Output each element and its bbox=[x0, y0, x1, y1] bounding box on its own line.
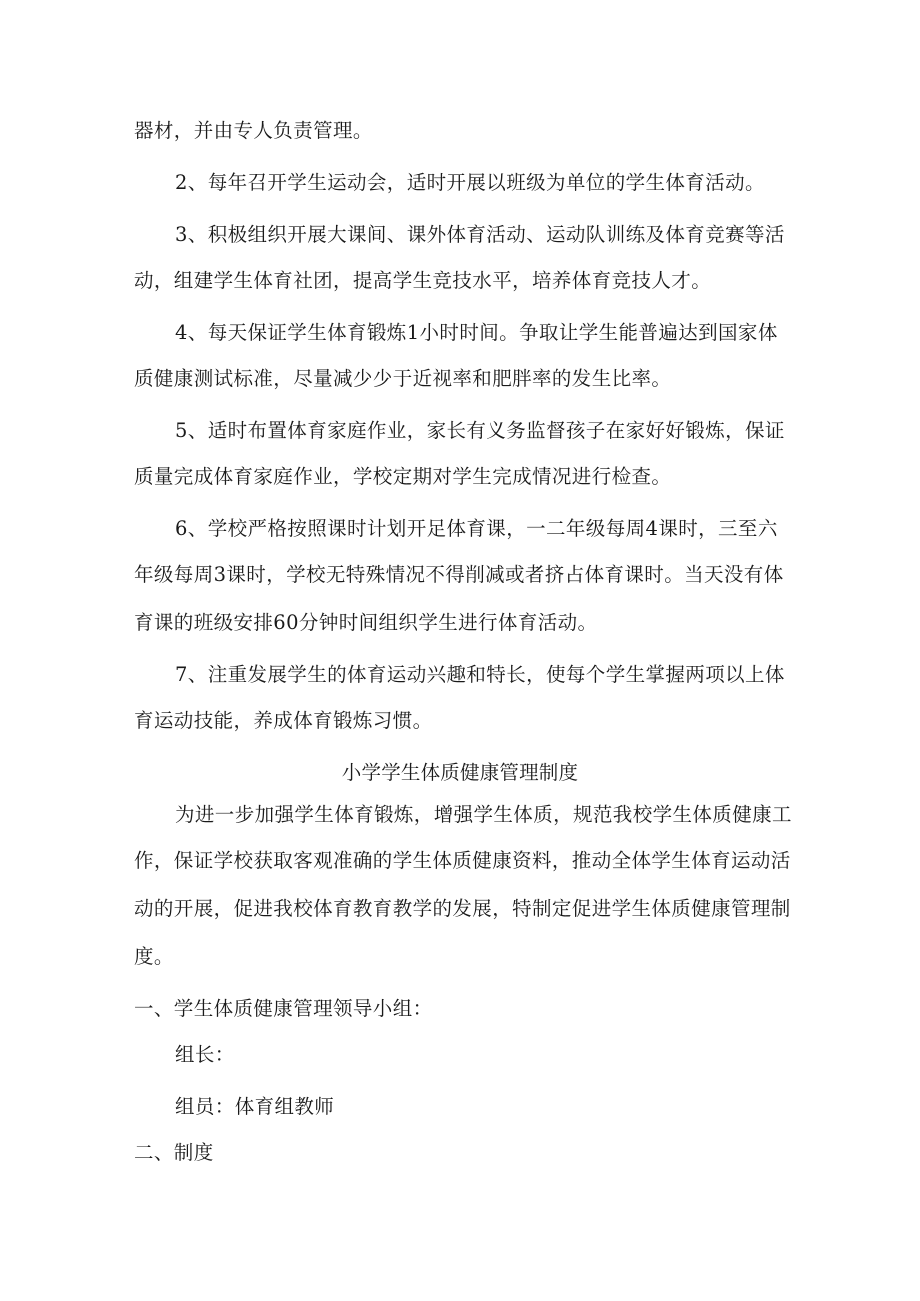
paragraph-line: 为进一步加强学生体育锻炼，增强学生体质，规范我校学生体质健康工 bbox=[175, 803, 792, 826]
heading-line: 二、制度 bbox=[134, 1141, 214, 1164]
list-item: 组员：体育组教师 bbox=[175, 1095, 335, 1118]
paragraph-line: 度。 bbox=[134, 945, 174, 968]
section-title: 小学学生体质健康管理制度 bbox=[341, 761, 579, 784]
paragraph-line: 6、学校严格按照课时计划开足体育课，一二年级每周4课时，三至六 bbox=[175, 517, 778, 540]
paragraph-line: 作，保证学校获取客观准确的学生体质健康资料，推动全体学生体育运动活 bbox=[134, 849, 791, 872]
paragraph-line: 5、适时布置体育家庭作业，家长有义务监督孩子在家好好锻炼，保证 bbox=[175, 419, 785, 442]
paragraph-line: 年级每周3课时，学校无特殊情况不得削减或者挤占体育课时。当天没有体 bbox=[134, 563, 784, 586]
list-item: 组长： bbox=[175, 1043, 235, 1066]
paragraph-line: 3、积极组织开展大课间、课外体育活动、运动队训练及体育竞赛等活 bbox=[175, 223, 785, 246]
paragraph-line: 质量完成体育家庭作业，学校定期对学生完成情况进行检查。 bbox=[134, 465, 672, 488]
paragraph-line: 7、注重发展学生的体育运动兴趣和特长，使每个学生掌握两项以上体 bbox=[175, 663, 785, 686]
paragraph-line: 育运动技能，养成体育锻炼习惯。 bbox=[134, 709, 433, 732]
paragraph-line: 动的开展，促进我校体育教育教学的发展，特制定促进学生体质健康管理制 bbox=[134, 897, 791, 920]
paragraph-line: 2、每年召开学生运动会，适时开展以班级为单位的学生体育活动。 bbox=[175, 171, 765, 194]
paragraph-line: 育课的班级安排60分钟时间组织学生进行体育活动。 bbox=[134, 611, 598, 634]
paragraph-line: 动，组建学生体育社团，提高学生竞技水平，培养体育竞技人才。 bbox=[134, 269, 712, 292]
paragraph-line: 质健康测试标准，尽量减少少于近视率和肥胖率的发生比率。 bbox=[134, 367, 672, 390]
paragraph-line: 器材，并由专人负责管理。 bbox=[134, 119, 373, 142]
heading-line: 一、学生体质健康管理领导小组： bbox=[134, 997, 433, 1020]
paragraph-line: 4、每天保证学生体育锻炼1小时时间。争取让学生能普遍达到国家体 bbox=[175, 321, 778, 344]
